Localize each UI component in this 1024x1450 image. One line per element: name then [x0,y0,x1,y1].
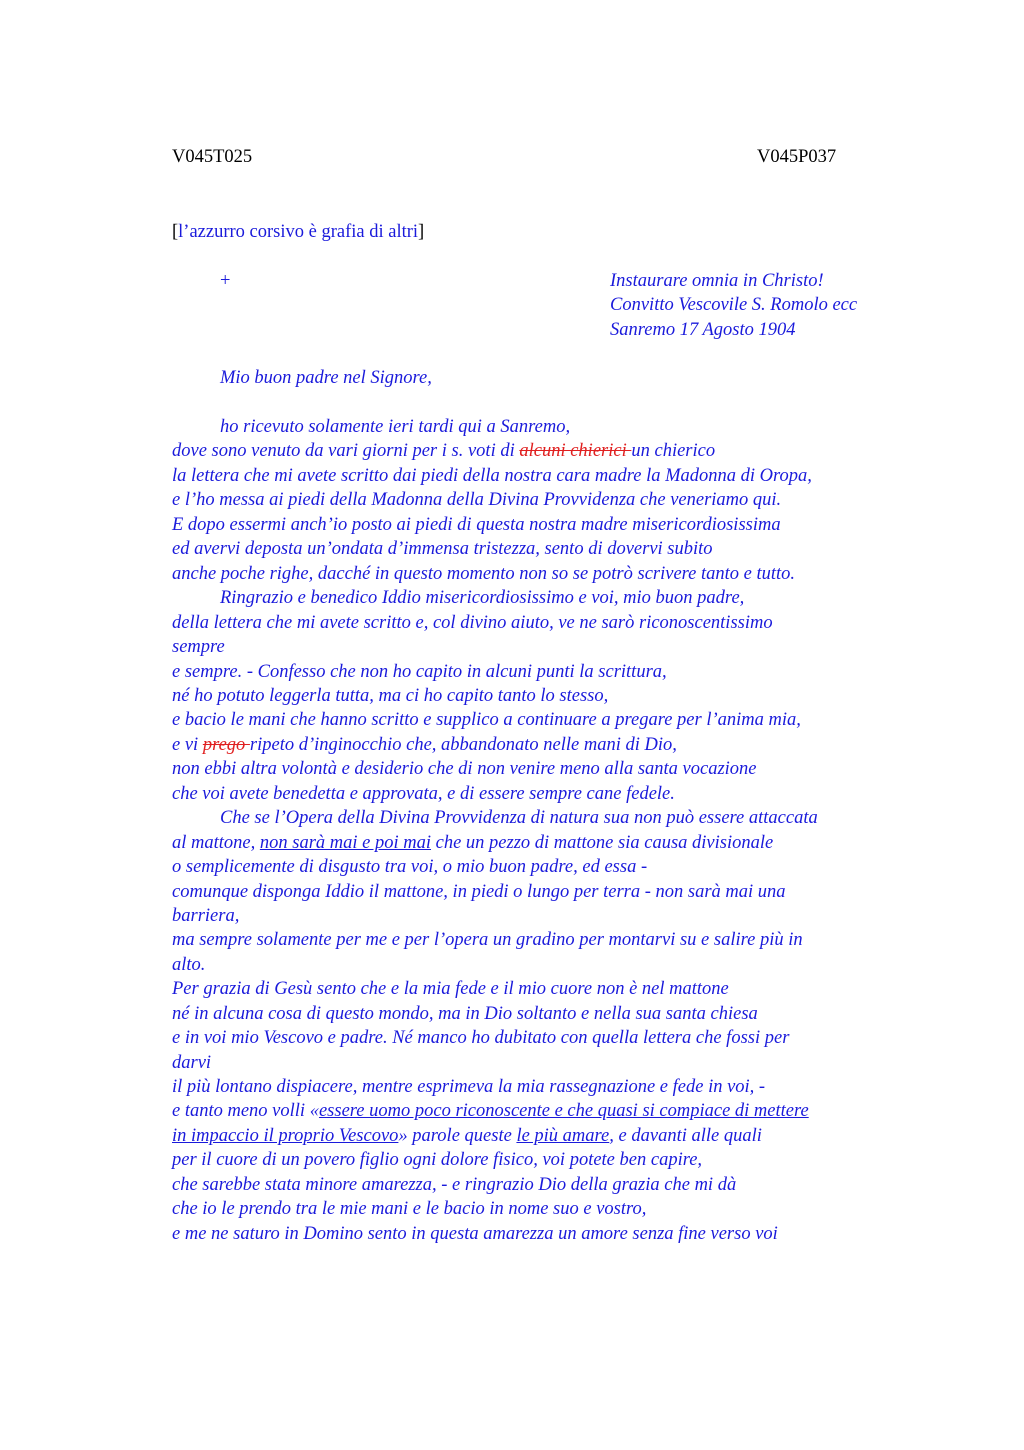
letter-line: e l’ho messa ai piedi della Madonna della Divina Provvidenza che veneriamo qui. [172,490,782,510]
heading-motto: Instaurare omnia in Christo! [610,271,824,291]
salutation: Mio buon padre nel Signore, [220,368,432,388]
deleted-text: alcuni chierici [519,441,632,461]
letter-line: dove sono venuto da vari giorni per i s. voti di alcuni chierici un chierico [172,441,716,461]
letter-line: né ho potuto leggerla tutta, ma ci ho capito tanto lo stesso, [172,686,609,706]
letter-line: e in voi mio Vescovo e padre. Né manco ho dubitato con quella lettera che fossi per [172,1028,790,1048]
letter-line: per il cuore di un povero figlio ogni dolore fisico, voi potete ben capire, [172,1150,703,1170]
letter-line: anche poche righe, dacché in questo momento non so se potrò scrivere tanto e tutto. [172,564,796,584]
letter-line: E dopo essermi anch’io posto ai piedi di questa nostra madre misericordiosissima [172,515,781,535]
letter-line: ed avervi deposta un’ondata d’immensa tristezza, sento di dovervi subito [172,539,713,559]
letter-line: che io le prendo tra le mie mani e le bacio in nome suo e vostro, [172,1199,647,1219]
letter-line: e me ne saturo in Domino sento in questa amarezza un amore senza fine verso voi [172,1224,778,1244]
letter-line: della lettera che mi avete scritto e, col divino aiuto, ve ne sarò riconoscentissimo [172,613,773,633]
underlined-quote: in impaccio il proprio Vescovo [172,1126,399,1146]
deleted-text: prego [202,735,250,755]
underlined-text: le più amare [516,1126,610,1146]
letter-line: sempre [172,637,225,657]
letter-line: al mattone, non sarà mai e poi mai che un pezzo di mattone sia causa divisionale [172,833,774,853]
letter-line: ho ricevuto solamente ieri tardi qui a Sanremo, [220,417,571,437]
note-text: l’azzurro corsivo è grafia di altri [178,222,419,242]
letter-line: o semplicemente di disgusto tra voi, o mio buon padre, ed essa - [172,857,648,877]
note-bracket-close: ] [418,222,425,242]
letter-line: e bacio le mani che hanno scritto e supplico a continuare a pregare per l’anima mia, [172,710,801,730]
letter-line: barriera, [172,906,240,926]
letter-line: e tanto meno volli «essere uomo poco riconoscente e che quasi si compiace di mettere [172,1101,809,1121]
note-bracket-open: [ [172,222,179,242]
letter-line: darvi [172,1053,212,1073]
letter-line: non ebbi altra volontà e desiderio che di non venire meno alla santa vocazione [172,759,757,779]
document-code-left: V045T025 [172,147,253,167]
letter-line: alto. [172,955,206,975]
letter-line: in impaccio il proprio Vescovo» parole queste le più amare, e davanti alle quali [172,1126,762,1146]
letter-line: il più lontano dispiacere, mentre esprimeva la mia rassegnazione e fede in voi, - [172,1077,766,1097]
heading-institution: Convitto Vescovile S. Romolo ecc [610,295,858,315]
cross-symbol: + [220,271,231,291]
letter-line: Che se l’Opera della Divina Provvidenza di natura sua non può essere attaccata [220,808,818,828]
letter-line: né in alcuna cosa di questo mondo, ma in Dio soltanto e nella sua santa chiesa [172,1004,758,1024]
underlined-text: non sarà mai e poi mai [259,833,431,853]
letter-line: la lettera che mi avete scritto dai piedi della nostra cara madre la Madonna di Oropa, [172,466,812,486]
letter-line: Per grazia di Gesù sento che e la mia fede e il mio cuore non è nel mattone [172,979,729,999]
heading-date: Sanremo 17 Agosto 1904 [610,320,796,340]
document-code-right: V045P037 [757,147,837,167]
letter-line: e vi prego ripeto d’inginocchio che, abbandonato nelle mani di Dio, [172,735,677,755]
letter-line: ma sempre solamente per me e per l’opera un gradino per montarvi su e salire più in [172,930,803,950]
editorial-note [172,222,424,243]
letter-line: e sempre. - Confesso che non ho capito in alcuni punti la scrittura, [172,662,667,682]
letter-line: che voi avete benedetta e approvata, e di essere sempre cane fedele. [172,784,675,804]
letter-line: che sarebbe stata minore amarezza, - e ringrazio Dio della grazia che mi dà [172,1175,737,1195]
letter-line: Ringrazio e benedico Iddio misericordiosissimo e voi, mio buon padre, [220,588,745,608]
letter-line: comunque disponga Iddio il mattone, in piedi o lungo per terra - non sarà mai una [172,882,786,902]
underlined-quote: essere uomo poco riconoscente e che quasi si compiace di mettere [318,1101,809,1121]
